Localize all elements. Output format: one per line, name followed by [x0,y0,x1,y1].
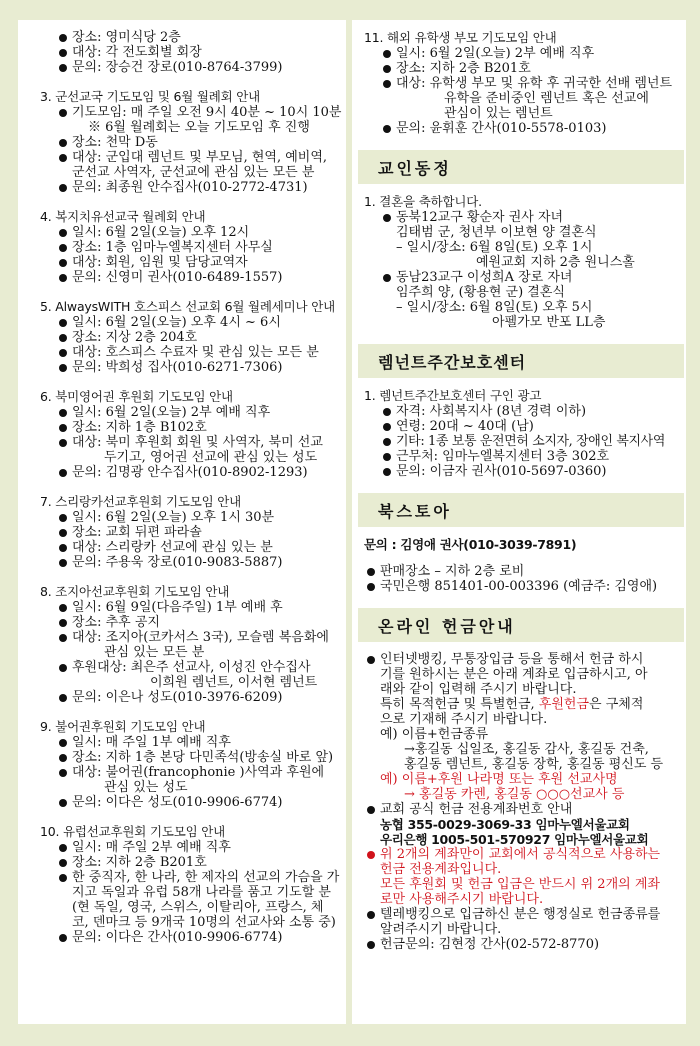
list-item: 동남23교구 이성희A 장로 자녀 [364,270,678,285]
list-item-cont: 특히 목적헌금 및 특별헌금, 후원헌금은 구체적 [380,697,644,712]
list-item: 연령: 20대 ~ 40대 (남) [364,419,678,434]
section-header-care: 렘넌트주간보호센터 [358,344,684,378]
list-item: 헌금문의: 김현정 간사(02-572-8770) [364,937,678,952]
list-item: 장소: 지상 2층 204호 [40,330,340,345]
list-item: 근무처: 임마누엘복지센터 3층 302호 [364,449,678,464]
section-9 [40,719,340,810]
section-header-online: 온라인 헌금안내 [358,608,684,642]
account-line: 우리은행 1005-501-570927 임마누엘서울교회 [380,832,649,847]
list-item: 장소: 교회 뒤편 파라솔 [40,525,340,540]
section-header-books: 북스토아 [358,493,684,527]
section-title: 3. 군선교국 기도모임 및 6월 월례회 안내 [40,89,261,104]
list-item: 장소: 추후 공지 [40,615,340,630]
warning-cont: 헌금 전용계좌입니다. [380,862,502,877]
list-item: 후원대상: 최은주 선교사, 이성진 안수집사 [40,660,340,675]
section-11 [364,30,678,136]
warning-cont: 로만 사용해주시기 바랍니다. [380,892,544,907]
list-item: 장소: 천막 D동 [40,135,340,150]
list-item-cont: 알려주시기 바랍니다. [380,922,502,937]
list-item-cont: 유학을 준비중인 렘넌트 혹은 선교에 [444,91,649,106]
list-item-cont: 관심 있는 성도 [104,780,188,795]
section-news [364,194,678,330]
section-6 [40,389,340,480]
section-header-news: 교인동정 [358,150,684,184]
section-10 [40,824,340,945]
section-title: 6. 북미영어권 후원회 기도모임 안내 [40,389,233,404]
list-item: 장소: 지하 2층 B201호 [40,855,340,870]
list-item: 자격: 사회복지사 (8년 경력 이하) [364,404,678,419]
example-line: →홍길동 십일조, 홍길동 감사, 홍길동 건축, [404,742,649,757]
section-5 [40,299,340,375]
section-title: 4. 복지치유선교국 월례회 안내 [40,209,206,224]
list-item-cont: 이희원 렘넌트, 이서현 렘넌트 [150,675,318,690]
list-item: 장소: 지하 1층 B102호 [40,420,340,435]
list-item: 대상: 군입대 렘넌트 및 부모님, 현역, 예비역, [40,150,340,165]
list-item: 문의: 이금자 권사(010-5697-0360) [364,464,678,479]
list-item: 일시: 6월 2일(오늘) 2부 예배 직후 [364,46,678,61]
list-item-cont: 으로 기재해 주시기 바랍니다. [380,712,548,727]
list-item-cont: 관심 있는 모든 분 [104,645,205,660]
list-item: 국민은행 851401-00-003396 (예금주: 김영애) [364,579,678,594]
section-title: 1. 렘넌트주간보호센터 구인 광고 [364,388,542,403]
list-item: 한 중직자, 한 나라, 한 제자의 선교의 가슴을 가 [40,870,340,885]
section-4 [40,209,340,285]
section-online [364,652,678,952]
list-item: 장소: 지하 2층 B201호 [364,61,678,76]
list-item: 일시: 매 주일 1부 예배 직후 [40,735,340,750]
list-item: 동북12교구 황순자 권사 자녀 [364,210,678,225]
books-contact: 문의 : 김영애 권사(010-3039-7891) [364,537,577,552]
account-line: 농협 355-0029-3069-33 임마누엘서울교회 [380,817,630,832]
list-item: 인터넷뱅킹, 무통장입금 등을 통해서 헌금 하시 [364,652,678,667]
list-item: 문의: 이은나 성도(010-3976-6209) [40,690,340,705]
list-item-cont: 두기고, 영어권 선교에 관심 있는 성도 [104,450,318,465]
section-title: 8. 조지아선교후원회 기도모임 안내 [40,584,230,599]
list-item: 일시: 매 주일 2부 예배 직후 [40,840,340,855]
list-item: 문의: 김명광 안수집사(010-8902-1293) [40,465,340,480]
list-item: 대상: 회원, 임원 및 담당교역자 [40,255,340,270]
example-line: 예) 이름+헌금종류 [380,727,489,742]
list-item: 대상: 스리랑카 선교에 관심 있는 분 [40,540,340,555]
list-item: 대상: 호스피스 수료자 및 관심 있는 모든 분 [40,345,340,360]
list-item: 문의: 장승건 장로(010-8764-3799) [40,60,340,75]
note: ※ 6월 월례회는 오늘 기도모임 후 진행 [88,120,310,135]
section-title: 7. 스리랑카선교후원회 기도모임 안내 [40,494,241,509]
list-item: 장소: 영미식당 2층 [40,30,340,45]
list-item: 판매장소 – 지하 2층 로비 [364,564,678,579]
list-item: 문의: 주용욱 장로(010-9083-5887) [40,555,340,570]
list-item: 문의: 신영미 권사(010-6489-1557) [40,270,340,285]
section-care [364,388,678,479]
list-item: 텔레뱅킹으로 입금하신 분은 행정실로 헌금종류를 [364,907,678,922]
list-item-cont: 래와 같이 입력해 주시기 바랍니다. [380,682,577,697]
list-item-cont: 지고 독일과 유럽 58개 나라를 품고 기도할 분 [72,885,331,900]
list-item: 대상: 유학생 부모 및 유학 후 귀국한 선배 렘넌트 [364,76,678,91]
section-top [40,30,340,75]
section-title: 1. 결혼을 축하합니다. [364,194,482,209]
list-item-cont: (현 독일, 영국, 스위스, 이탈리아, 프랑스, 체 [72,900,324,915]
list-item: 일시: 6월 2일(오늘) 2부 예배 직후 [40,405,340,420]
list-item-cont: 예원교회 지하 2층 원니스홀 [476,255,635,270]
list-item: 일시: 6월 2일(오늘) 오후 1시 30분 [40,510,340,525]
section-8 [40,584,340,705]
list-item: 일시: 6월 9일(다음주일) 1부 예배 후 [40,600,340,615]
list-item: 장소: 1층 임마누엘복지센터 사무실 [40,240,340,255]
section-title: 5. AlwaysWITH 호스피스 선교회 6월 월례세미나 안내 [40,299,335,314]
list-item-cont: 군선교 사역자, 군선교에 관심 있는 모든 분 [72,165,315,180]
list-item-cont: 임주희 양, (황용현 군) 결혼식 [396,285,565,300]
list-item: 장소: 지하 1층 본당 다민족석(방송실 바로 앞) [40,750,340,765]
list-item: 대상: 북미 후원회 회원 및 사역자, 북미 선교 [40,435,340,450]
list-item: 문의: 최종원 안수집사(010-2772-4731) [40,180,340,195]
list-item: 대상: 조지아(코카서스 3국), 모슬렘 복음화에 [40,630,340,645]
section-title: 10. 유럽선교후원회 기도모임 안내 [40,824,225,839]
list-item: 문의: 윤휘훈 간사(010-5578-0103) [364,121,678,136]
list-item-cont: 아펠가모 반포 LL층 [492,315,606,330]
list-item: 일시: 6월 2일(오늘) 오후 4시 ~ 6시 [40,315,340,330]
right-column [352,20,686,1024]
list-item: 일시: 6월 2일(오늘) 오후 12시 [40,225,340,240]
left-column [18,20,346,1024]
section-3 [40,89,340,195]
example-line: 예) 이름+후원 나라명 또는 후원 선교사명 [380,772,618,787]
example-line: 홍길동 렘넌트, 홍길동 장학, 홍길동 평신도 등 [404,757,664,772]
list-item: 문의: 박희성 집사(010-6271-7306) [40,360,340,375]
section-7 [40,494,340,570]
list-item: 교회 공식 헌금 전용계좌번호 안내 [364,802,678,817]
list-item-cont: 관심이 있는 렘넌트 [444,106,553,121]
list-item: 기타: 1종 보통 운전면허 소지자, 장애인 복지사역 [364,434,678,449]
list-item: 기도모임: 매 주일 오전 9시 40분 ~ 10시 10분 [40,105,340,120]
section-title: 9. 불어권후원회 기도모임 안내 [40,719,206,734]
list-item-cont: 김태범 군, 청년부 이보현 양 결혼식 [396,225,597,240]
list-item: 문의: 이다은 간사(010-9906-6774) [40,930,340,945]
section-title: 11. 해외 유학생 부모 기도모임 안내 [364,30,557,45]
list-item: 대상: 불어권(francophonie )사역과 후원에 [40,765,340,780]
list-item-cont: 기를 원하시는 분은 아래 계좌로 입금하시고, 아 [380,667,648,682]
warning-item: 위 2개의 계좌만이 교회에서 공식적으로 사용하는 [364,847,678,862]
section-books [364,537,678,594]
list-item-cont: – 일시/장소: 6월 8일(토) 오후 1시 [396,240,593,255]
list-item: 문의: 이다은 성도(010-9906-6774) [40,795,340,810]
list-item-cont: 코, 덴마크 등 9개국 10명의 선교사와 소통 중) [72,915,336,930]
warning-cont: 모든 후원회 및 헌금 입금은 반드시 위 2개의 계좌 [380,877,660,892]
list-item: 대상: 각 전도회별 회장 [40,45,340,60]
list-item-cont: – 일시/장소: 6월 8일(토) 오후 5시 [396,300,593,315]
example-line: → 홍길동 카렌, 홍길동 ○○○선교사 등 [404,787,625,802]
